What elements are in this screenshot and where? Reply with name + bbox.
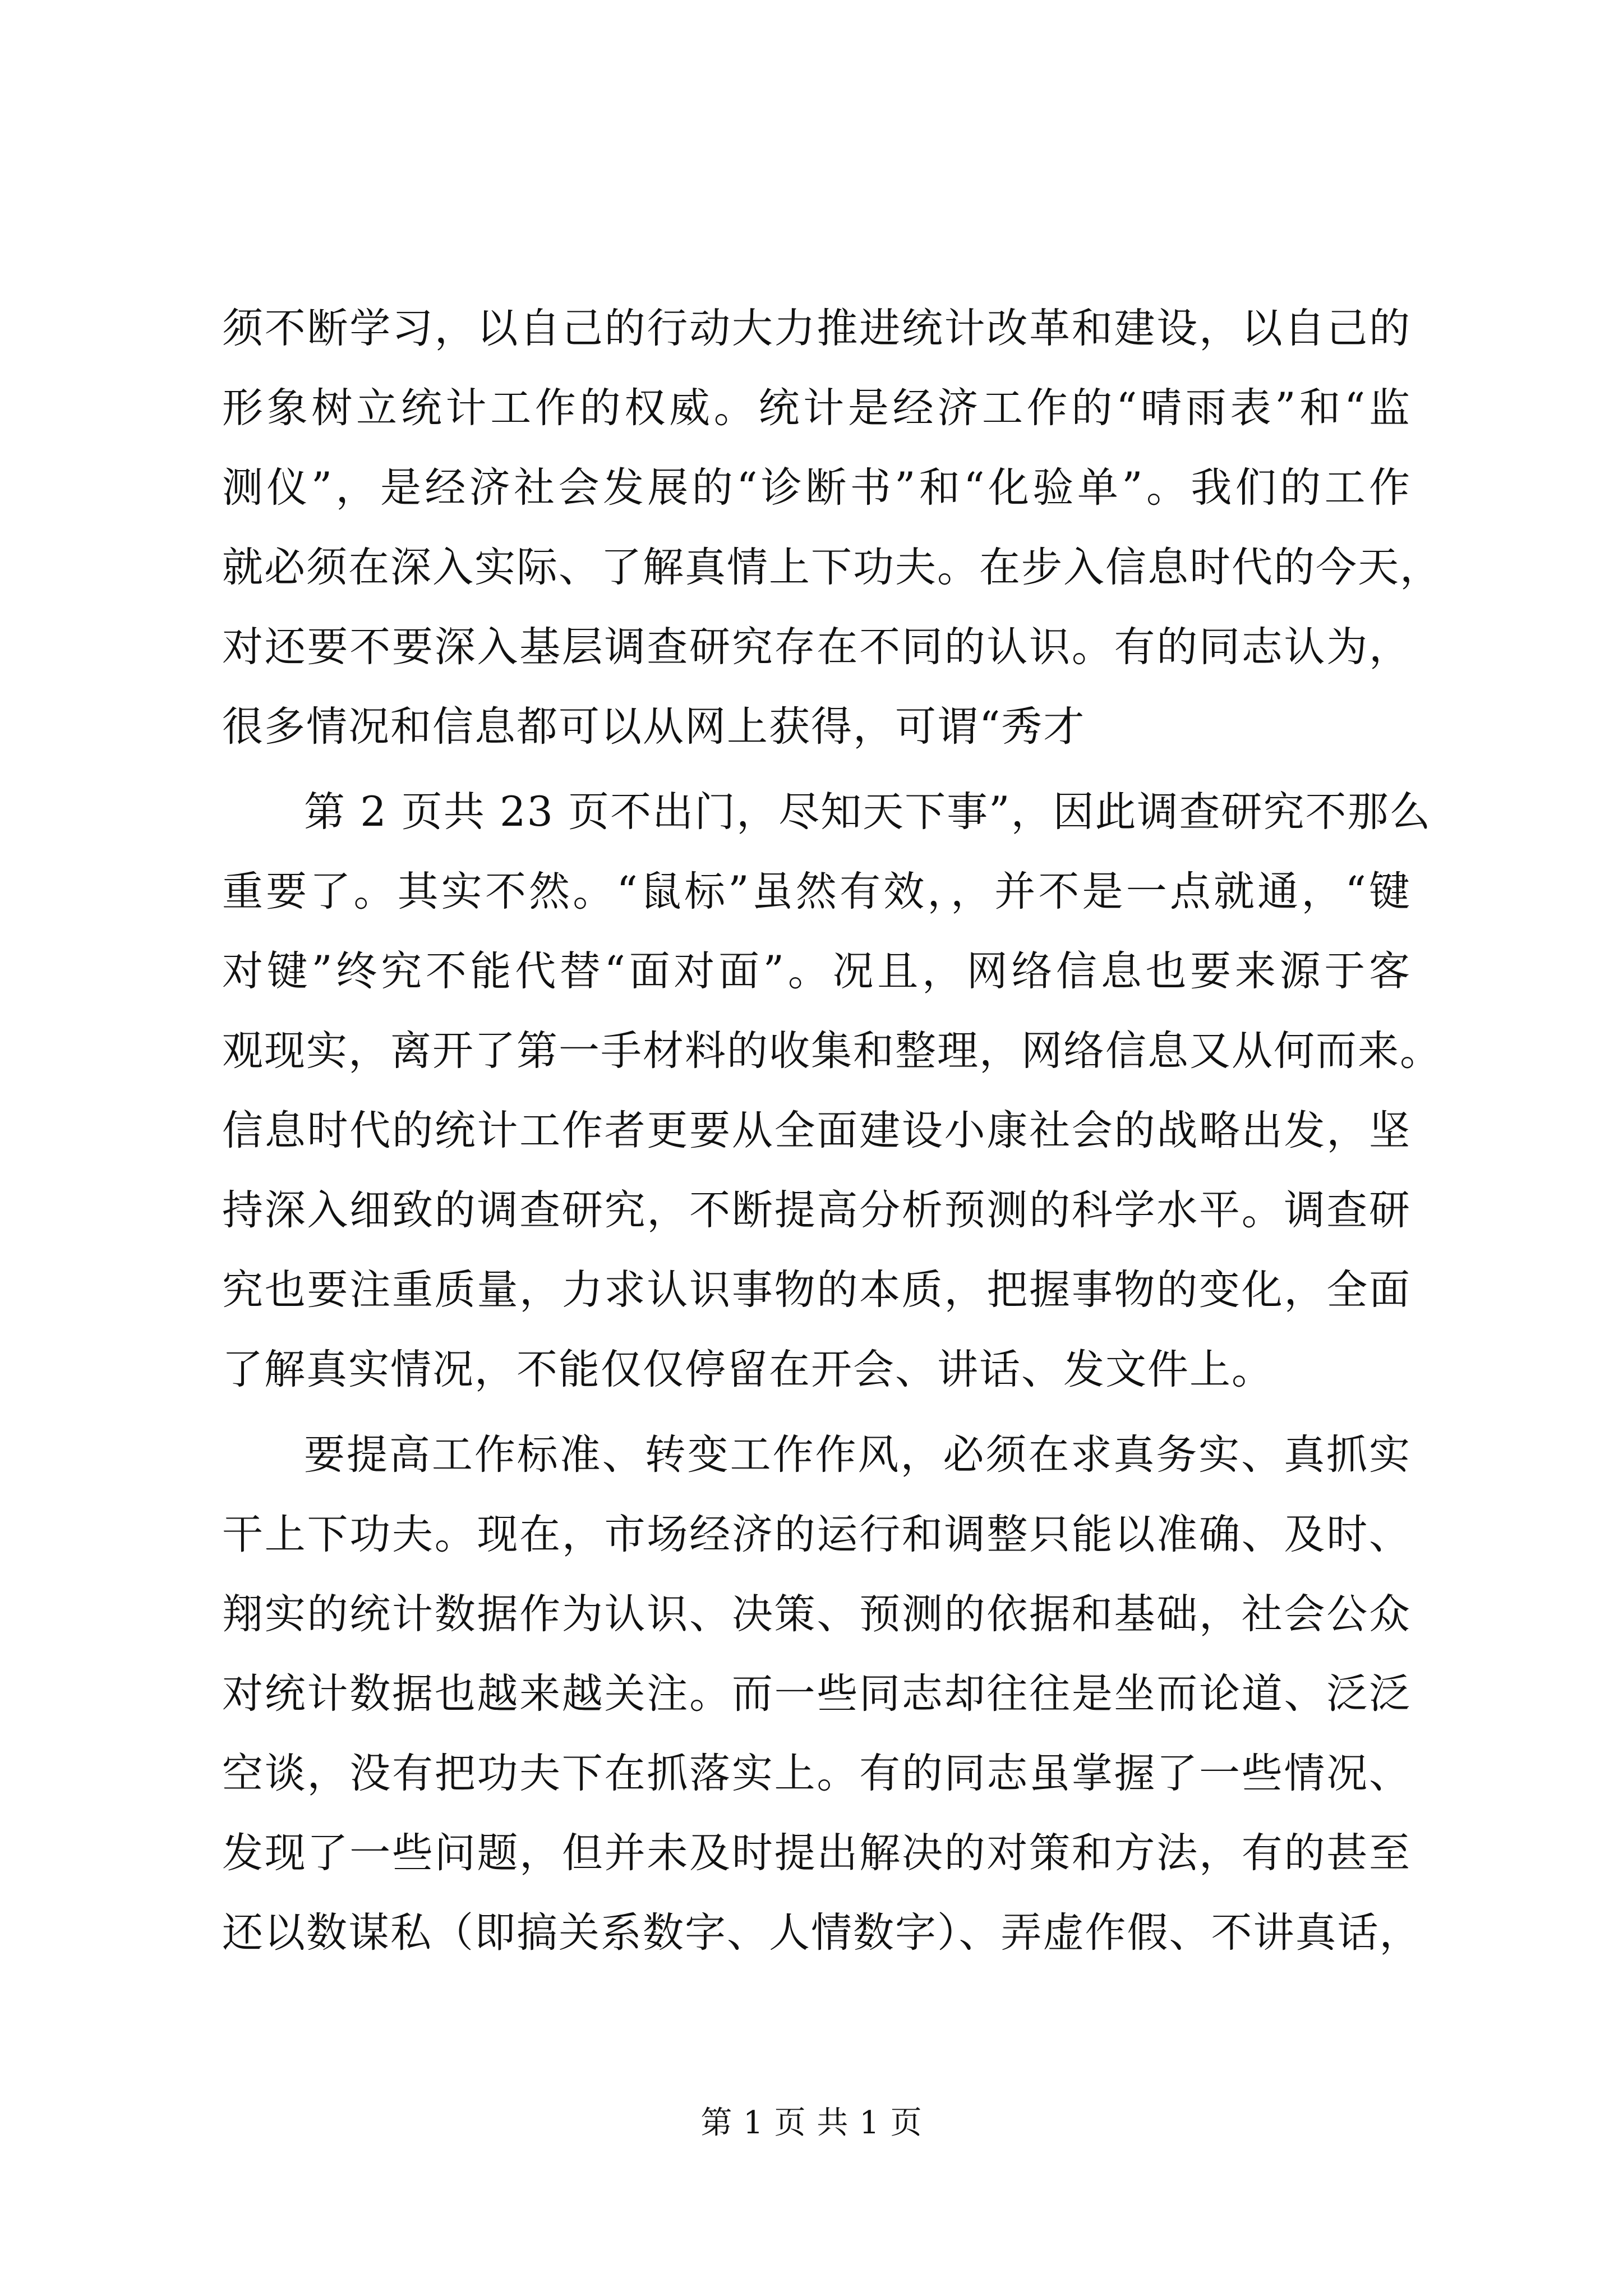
text-line: 干上下功夫。现在，市场经济的运行和调整只能以准确、及时、	[222, 1511, 1411, 1558]
text-line: 形象树立统计工作的权威。统计是经济工作的“晴雨表”和“监	[222, 384, 1411, 432]
text-line: 信息时代的统计工作者更要从全面建设小康社会的战略出发，坚	[222, 1107, 1411, 1154]
paragraph-2	[222, 772, 1442, 1410]
text-line: 对还要不要深入基层调查研究存在不同的认识。有的同志认为，	[222, 623, 1411, 671]
text-line: 空谈，没有把功夫下在抓落实上。有的同志虽掌握了一些情况、	[222, 1750, 1411, 1797]
text-line: 就必须在深入实际、了解真情上下功夫。在步入信息时代的今天，	[222, 544, 1442, 591]
paragraph-gap	[222, 1410, 1411, 1415]
text-line: 究也要注重质量，力求认识事物的本质，把握事物的变化，全面	[222, 1266, 1411, 1314]
paragraph-gap	[222, 767, 1411, 772]
text-line: 对统计数据也越来越关注。而一些同志却往往是坐而论道、泛泛	[222, 1670, 1411, 1718]
text-line: 很多情况和信息都可以从网上获得，可谓“秀才	[222, 703, 1086, 751]
text-line: 了解真实情况，不能仅仅停留在开会、讲话、发文件上。	[222, 1346, 1274, 1393]
text-line: 要提高工作标准、转变工作作风，必须在求真务实、真抓实	[304, 1431, 1411, 1479]
paragraph-1	[222, 289, 1442, 767]
text-line: 观现实，离开了第一手材料的收集和整理，网络信息又从何而来。	[222, 1027, 1442, 1075]
text-line: 须不断学习，以自己的行动大力推进统计改革和建设，以自己的	[222, 305, 1411, 352]
text-line: 发现了一些问题，但并未及时提出解决的对策和方法，有的甚至	[222, 1829, 1411, 1877]
document-body	[222, 289, 1442, 1973]
text-line: 测仪”，是经济社会发展的“诊断书”和“化验单”。我们的工作	[222, 464, 1411, 512]
page-number-label: 第 1 页 共 1 页	[700, 2105, 923, 2141]
page-footer	[0, 2101, 1623, 2146]
text-line: 翔实的统计数据作为认识、决策、预测的依据和基础，社会公众	[222, 1590, 1411, 1638]
paragraph-3	[222, 1415, 1422, 1973]
text-line: 对键”终究不能代替“面对面”。况且，网络信息也要来源于客	[222, 947, 1411, 995]
text-line: 第 2 页共 23 页不出门，尽知天下事”，因此调查研究不那么	[304, 788, 1432, 836]
text-line: 还以数谋私（即搞关系数字、人情数字）、弄虚作假、不讲真话，	[222, 1909, 1422, 1957]
text-line: 持深入细致的调查研究，不断提高分析预测的科学水平。调查研	[222, 1186, 1411, 1234]
text-line: 重要了。其实不然。“鼠标”虽然有效，，并不是一点就通，“键	[222, 868, 1411, 915]
